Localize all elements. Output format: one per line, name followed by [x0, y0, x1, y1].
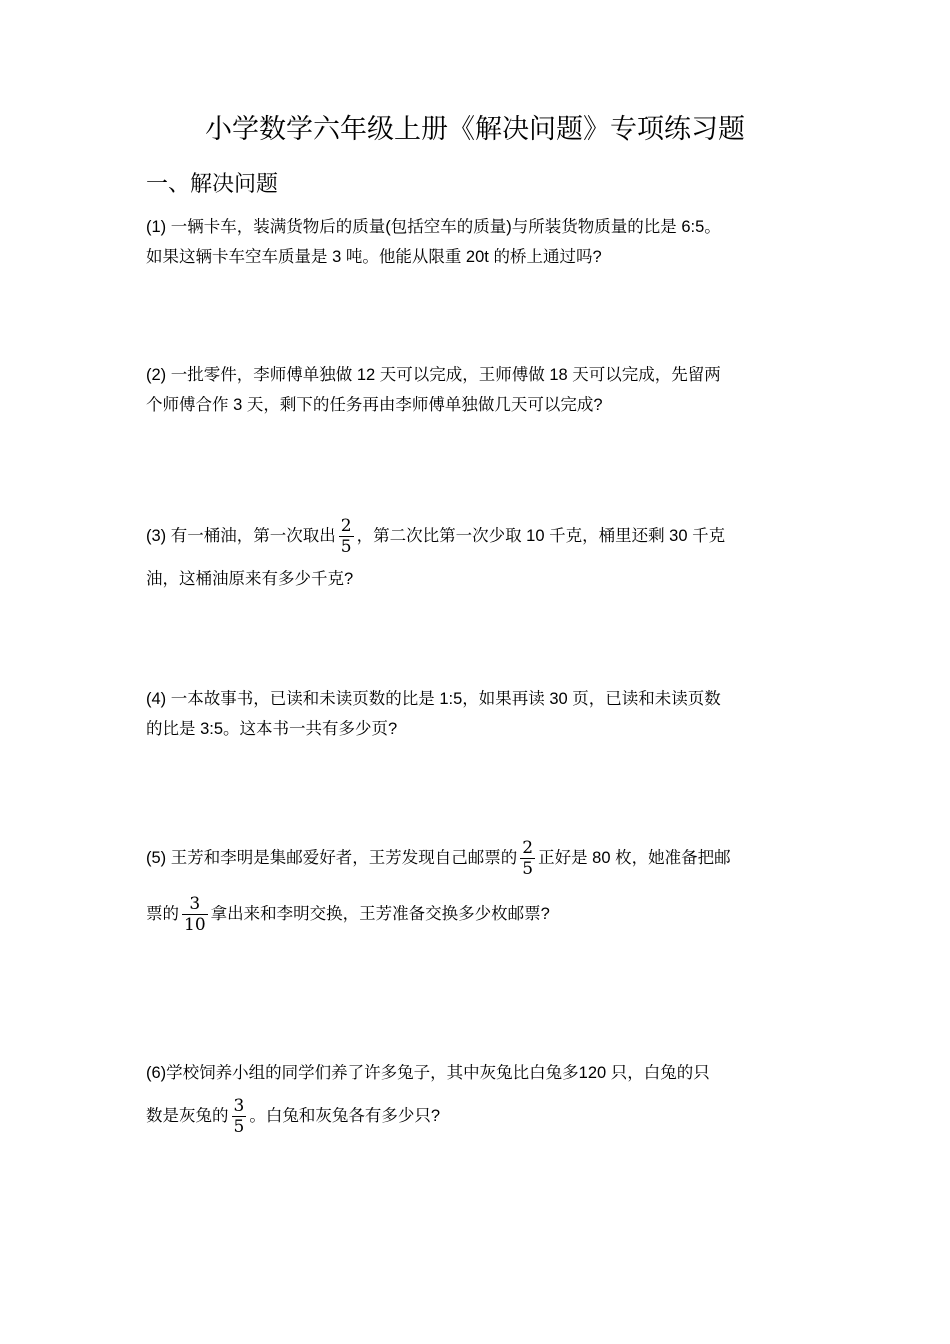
- fraction-numerator: 3: [233, 1096, 245, 1117]
- problem-2-line-1: (2) 一批零件，李师傅单独做 12 天可以完成，王师傅做 18 天可以完成，先留两: [146, 366, 721, 384]
- problem-2-line-2: 个师傅合作 3 天，剩下的任务再由李师傅单独做几天可以完成?: [146, 396, 603, 414]
- problem-3-text-b: ，第二次比第一次少取 10 千克，桶里还剩 30 千克: [356, 527, 726, 545]
- problem-3-line-1: [146, 508, 808, 564]
- problem-5-text-c: 票的: [146, 905, 179, 923]
- problem-1: [146, 212, 808, 272]
- problem-3-text-a: (3) 有一桶油，第一次取出: [146, 527, 336, 545]
- problem-5-line-2: [146, 886, 808, 942]
- problem-2: [146, 360, 808, 420]
- problem-5: [146, 830, 808, 942]
- problem-5-text-a: (5) 王芳和李明是集邮爱好者，王芳发现自己邮票的: [146, 849, 518, 867]
- problem-4-line-1: (4) 一本故事书，已读和未读页数的比是 1:5，如果再读 30 页，已读和未读页数: [146, 690, 721, 708]
- problem-5-text-d: 拿出来和李明交换，王芳准备交换多少枚邮票?: [210, 905, 550, 923]
- fraction-two-fifths: [520, 838, 535, 879]
- fraction-numerator: 3: [189, 894, 201, 915]
- problem-4-line-2: 的比是 3:5。这本书一共有多少页?: [146, 720, 398, 738]
- fraction-two-fifths: [339, 516, 354, 557]
- fraction-numerator: 2: [522, 838, 534, 859]
- problem-6-line-2: [146, 1088, 808, 1144]
- problem-4: [146, 684, 808, 744]
- section-heading: 一、解决问题: [146, 172, 279, 197]
- problem-6: [146, 1058, 808, 1144]
- fraction-numerator: 2: [340, 516, 352, 537]
- fraction-denominator: 5: [522, 859, 534, 880]
- problem-5-line-1: [146, 830, 808, 886]
- problem-1-line-2: 如果这辆卡车空车质量是 3 吨。他能从限重 20t 的桥上通过吗?: [146, 248, 602, 266]
- problem-6-text-a: 数是灰兔的: [146, 1107, 229, 1125]
- fraction-denominator: 10: [184, 915, 206, 936]
- fraction-denominator: 5: [233, 1117, 245, 1138]
- worksheet-title: 小学数学六年级上册《解决问题》专项练习题: [205, 114, 745, 145]
- problem-6-text-b: 。白兔和灰兔各有多少只?: [249, 1107, 441, 1125]
- problem-5-text-b: 正好是 80 枚，她准备把邮: [538, 849, 731, 867]
- fraction-three-fifths: [232, 1096, 247, 1137]
- problem-3: [146, 508, 808, 594]
- problem-6-line-1: (6)学校饲养小组的同学们养了许多兔子，其中灰兔比白兔多120 只，白兔的只: [146, 1064, 710, 1082]
- fraction-denominator: 5: [340, 537, 352, 558]
- fraction-three-tenths: [182, 894, 208, 935]
- problem-1-line-1: (1) 一辆卡车，装满货物后的质量(包括空车的质量)与所装货物质量的比是 6:5。: [146, 218, 721, 236]
- problem-3-line-2: 油，这桶油原来有多少千克?: [146, 570, 354, 588]
